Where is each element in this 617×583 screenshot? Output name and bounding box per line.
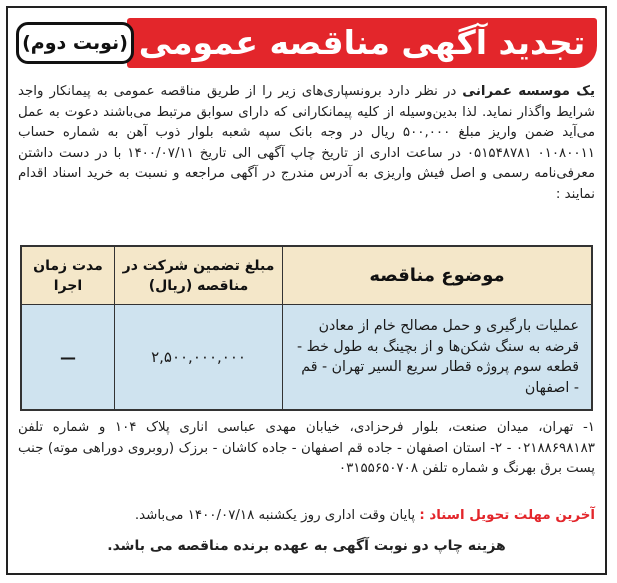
row-subject: عملیات بارگیری و حمل مصالح خام از معادن قرضه به سنگ شکن‌ها و از بچینگ به طول خط - قطعه سوم پروژه قطار سریع السیر تهران - قم - اصفهان (282, 305, 591, 409)
row-guarantee: ۲,۵۰۰,۰۰۰,۰۰۰ (114, 305, 282, 409)
tender-table (20, 245, 593, 411)
deadline-text: پایان وقت اداری روز یکشنبه ۱۴۰۰/۰۷/۱۸ می‌باشد. (134, 508, 416, 523)
organization-name: یک موسسه عمرانی (462, 84, 595, 99)
addresses: ۱- تهران، میدان صنعت، بلوار فرحزادی، خیابان مهدی عباسی اناری پلاک ۱۰۴ و شماره تلفن ۰۲۱۸۸۶۹۸۱۸۳ - ۲- استان اصفهان - جاده قم اصفهان - جاده کاشان - برزک (روبروی دوراهی موته) جنب پست برق بهرنگ و شماره تلفن ۰۳۱۵۵۶۵۰۷۰۸ (18, 420, 595, 476)
intro-paragraph (18, 82, 595, 205)
deadline (18, 506, 595, 526)
header (16, 18, 597, 70)
header-duration: مدت زمان اجرا (22, 247, 114, 305)
header-guarantee: مبلغ تضمین شرکت در مناقصه (ریال) (114, 247, 282, 305)
row-duration: — (22, 305, 114, 409)
header-subject: موضوع مناقصه (282, 247, 591, 305)
ad-title: تجدید آگهی مناقصه عمومی (127, 18, 597, 68)
footer-note: هزینه چاپ دو نوبت آگهی به عهده برنده مناقصه می باشد. (107, 538, 506, 554)
deadline-label: آخرین مهلت تحویل اسناد : (419, 508, 595, 523)
intro-text: در نظر دارد برونسپاری‌های زیر را از طریق مناقصه عمومی به پیمانکار واجد شرایط واگذار نماید. لذا بدین‌وسیله از کلیه پیمانکارانی که دارای سوابق مرتبط می‌باشند دعوت به عمل می‌آید ضمن واریز مبلغ ۵۰۰,۰۰۰ ریال در وجه بانک سپه شعبه بلوار ذوب آهن به شماره حساب ۰۱۰۸۰۰۱۱ ۰۵۱۵۴۸۷۸۱ در ساعت اداری از تاریخ چاپ آگهی الی تاریخ ۱۴۰۰/۰۷/۱۱ با در دست داشتن معرفی‌نامه رسمی و اصل فیش واریزی به آدرس مندرج در آگهی مراجعه و نسبت به خرید اسناد اقدام نمایند : (18, 84, 596, 202)
round-badge: (نوبت دوم) (16, 22, 134, 64)
advertisement-frame (6, 6, 607, 575)
